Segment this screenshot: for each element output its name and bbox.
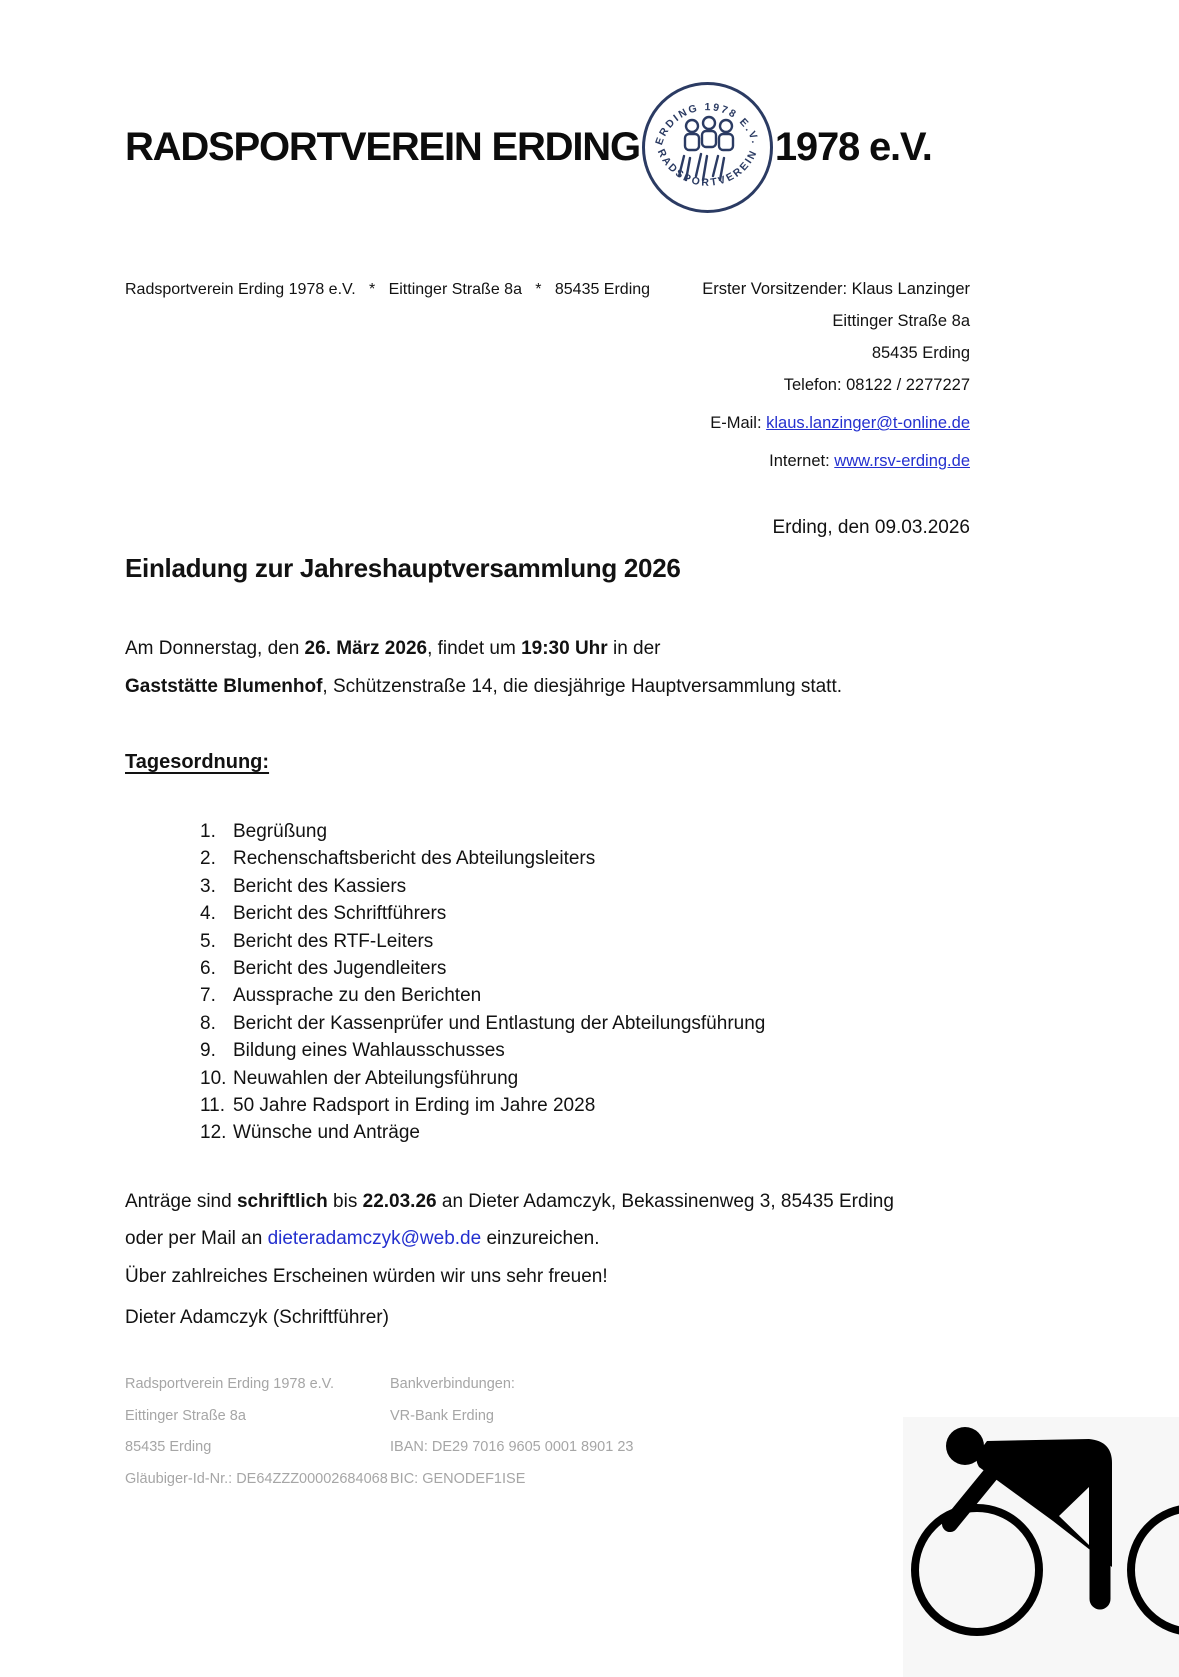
agenda-item-number: 8. [200, 1012, 216, 1034]
intro-line-2 [125, 675, 842, 699]
cyclist-pictogram-box [903, 1417, 1179, 1677]
footer-street: Eittinger Straße 8a [125, 1407, 246, 1424]
agenda-item-text: Bericht des Schriftführers [233, 903, 447, 925]
agenda-item-text: Bildung eines Wahlausschusses [233, 1040, 505, 1062]
intro-text: , Schützenstraße 14, die diesjährige Hauptversammlung statt. [322, 676, 843, 697]
agenda-heading: Tagesordnung: [125, 751, 270, 773]
requests-text: an Dieter Adamczyk, Bekassinenweg 3, 85435 Erding [436, 1191, 894, 1212]
logo-top-text: ERDING 1978 E.V. [653, 101, 762, 147]
agenda-item [200, 873, 765, 900]
agenda-item-number: 3. [200, 875, 216, 897]
requests-text: Anträge sind [125, 1191, 237, 1212]
agenda-item-text: 50 Jahre Radsport in Erding im Jahre 2028 [233, 1095, 596, 1117]
contact-internet-line [702, 445, 970, 477]
requests-deadline: 22.03.26 [362, 1191, 437, 1212]
agenda-item [200, 1119, 765, 1146]
agenda-item-number: 1. [200, 821, 216, 842]
footer-iban: IBAN: DE29 7016 9605 0001 8901 23 [390, 1439, 634, 1455]
email-link[interactable]: klaus.lanzinger@t-online.de [766, 414, 970, 432]
agenda-item-text: Neuwahlen der Abteilungsführung [233, 1067, 519, 1089]
agenda-item [200, 1092, 765, 1119]
agenda-item-text: Bericht der Kassenprüfer und Entlastung der Abteilungsführung [233, 1012, 766, 1034]
contact-chairman: Erster Vorsitzender: Klaus Lanzinger [702, 280, 970, 298]
agenda-item-text: Bericht des Kassiers [233, 875, 407, 897]
club-year: 1978 e.V. [774, 125, 932, 169]
intro-line-1 [125, 637, 842, 661]
footer-club-name: Radsportverein Erding 1978 e.V. [125, 1376, 335, 1392]
agenda-item-text: Begrüßung [233, 821, 328, 842]
agenda-item [200, 1065, 765, 1092]
agenda-item-number: 11. [200, 1095, 226, 1117]
footer-bank-column [390, 1369, 633, 1495]
intro-text: in der [607, 638, 661, 659]
signature-line: Dieter Adamczyk (Schriftführer) [125, 1307, 389, 1328]
intro-text: Am Donnerstag, den [125, 638, 305, 659]
footer-bic: BIC: GENODEF1ISE [390, 1470, 526, 1487]
requests-line-2 [125, 1220, 894, 1257]
agenda-item [200, 845, 765, 872]
agenda-item-number: 12. [200, 1122, 227, 1144]
agenda-item-number: 2. [200, 848, 216, 870]
contact-phone: Telefon: 08122 / 2277227 [783, 376, 970, 394]
requests-text: oder per Mail an [125, 1228, 268, 1249]
agenda-item-text: Bericht des Jugendleiters [233, 958, 447, 980]
requests-written-emphasis: schriftlich [236, 1191, 328, 1212]
agenda-item-text: Aussprache zu den Berichten [233, 985, 482, 1007]
secretary-email-link[interactable]: dieteradamczyk@web.de [267, 1228, 482, 1249]
contact-block [702, 273, 970, 477]
agenda-item-text: Rechenschaftsbericht des Abteilungsleiters [233, 848, 596, 870]
meeting-date: 26. März 2026 [304, 638, 428, 659]
meeting-time: 19:30 Uhr [521, 638, 608, 659]
agenda-item-number: 6. [200, 958, 216, 980]
contact-email-line [702, 407, 970, 439]
agenda-item-text: Bericht des RTF-Leiters [233, 930, 434, 952]
requests-paragraph [125, 1183, 894, 1257]
agenda-item-number: 5. [200, 930, 216, 952]
agenda-item-number: 9. [200, 1040, 216, 1062]
agenda-item [200, 900, 765, 927]
requests-text: bis [327, 1191, 363, 1212]
sender-address-line: Radsportverein Erding 1978 e.V. * Eittinger Straße 8a * 85435 Erding [125, 281, 651, 298]
requests-text: einzureichen. [481, 1228, 600, 1249]
subject-heading: Einladung zur Jahreshauptversammlung 2026 [125, 553, 681, 583]
footer-bank-name: VR-Bank Erding [390, 1407, 494, 1424]
closing-line: Über zahlreiches Erscheinen würden wir uns sehr freuen! [125, 1266, 608, 1287]
footer-bank-heading: Bankverbindungen: [390, 1376, 515, 1392]
internet-label: Internet: [769, 452, 835, 470]
cyclist-icon [903, 1417, 1179, 1645]
contact-street: Eittinger Straße 8a [832, 312, 970, 330]
footer-creditor-id: Gläubiger-Id-Nr.: DE64ZZZ00002684068 [125, 1470, 388, 1487]
agenda-item [200, 928, 765, 955]
footer-address-column [125, 1369, 388, 1495]
date-line: Erding, den 09.03.2026 [772, 517, 970, 538]
agenda-item-number: 7. [200, 985, 216, 1007]
email-label: E-Mail: [710, 414, 767, 432]
club-title: RADSPORTVEREIN ERDING [125, 125, 640, 169]
website-link[interactable]: www.rsv-erding.de [834, 452, 970, 470]
contact-city: 85435 Erding [871, 344, 970, 362]
club-logo-icon [640, 80, 775, 215]
agenda-item [200, 1037, 765, 1064]
intro-text: , findet um [427, 638, 522, 659]
agenda-item-text: Wünsche und Anträge [233, 1122, 420, 1144]
agenda-item-number: 10. [200, 1067, 227, 1089]
agenda-list [200, 818, 765, 1147]
agenda-item-number: 4. [200, 903, 216, 925]
intro-paragraph [125, 637, 842, 713]
letter-header [125, 80, 930, 215]
meeting-venue: Gaststätte Blumenhof [125, 676, 323, 697]
agenda-item [200, 818, 765, 845]
requests-line-1 [125, 1183, 894, 1220]
agenda-item [200, 955, 765, 982]
agenda-item [200, 1010, 765, 1037]
footer-city: 85435 Erding [125, 1439, 212, 1455]
agenda-item [200, 982, 765, 1009]
logo-bottom-text: RADSPORTVEREIN [654, 147, 761, 189]
